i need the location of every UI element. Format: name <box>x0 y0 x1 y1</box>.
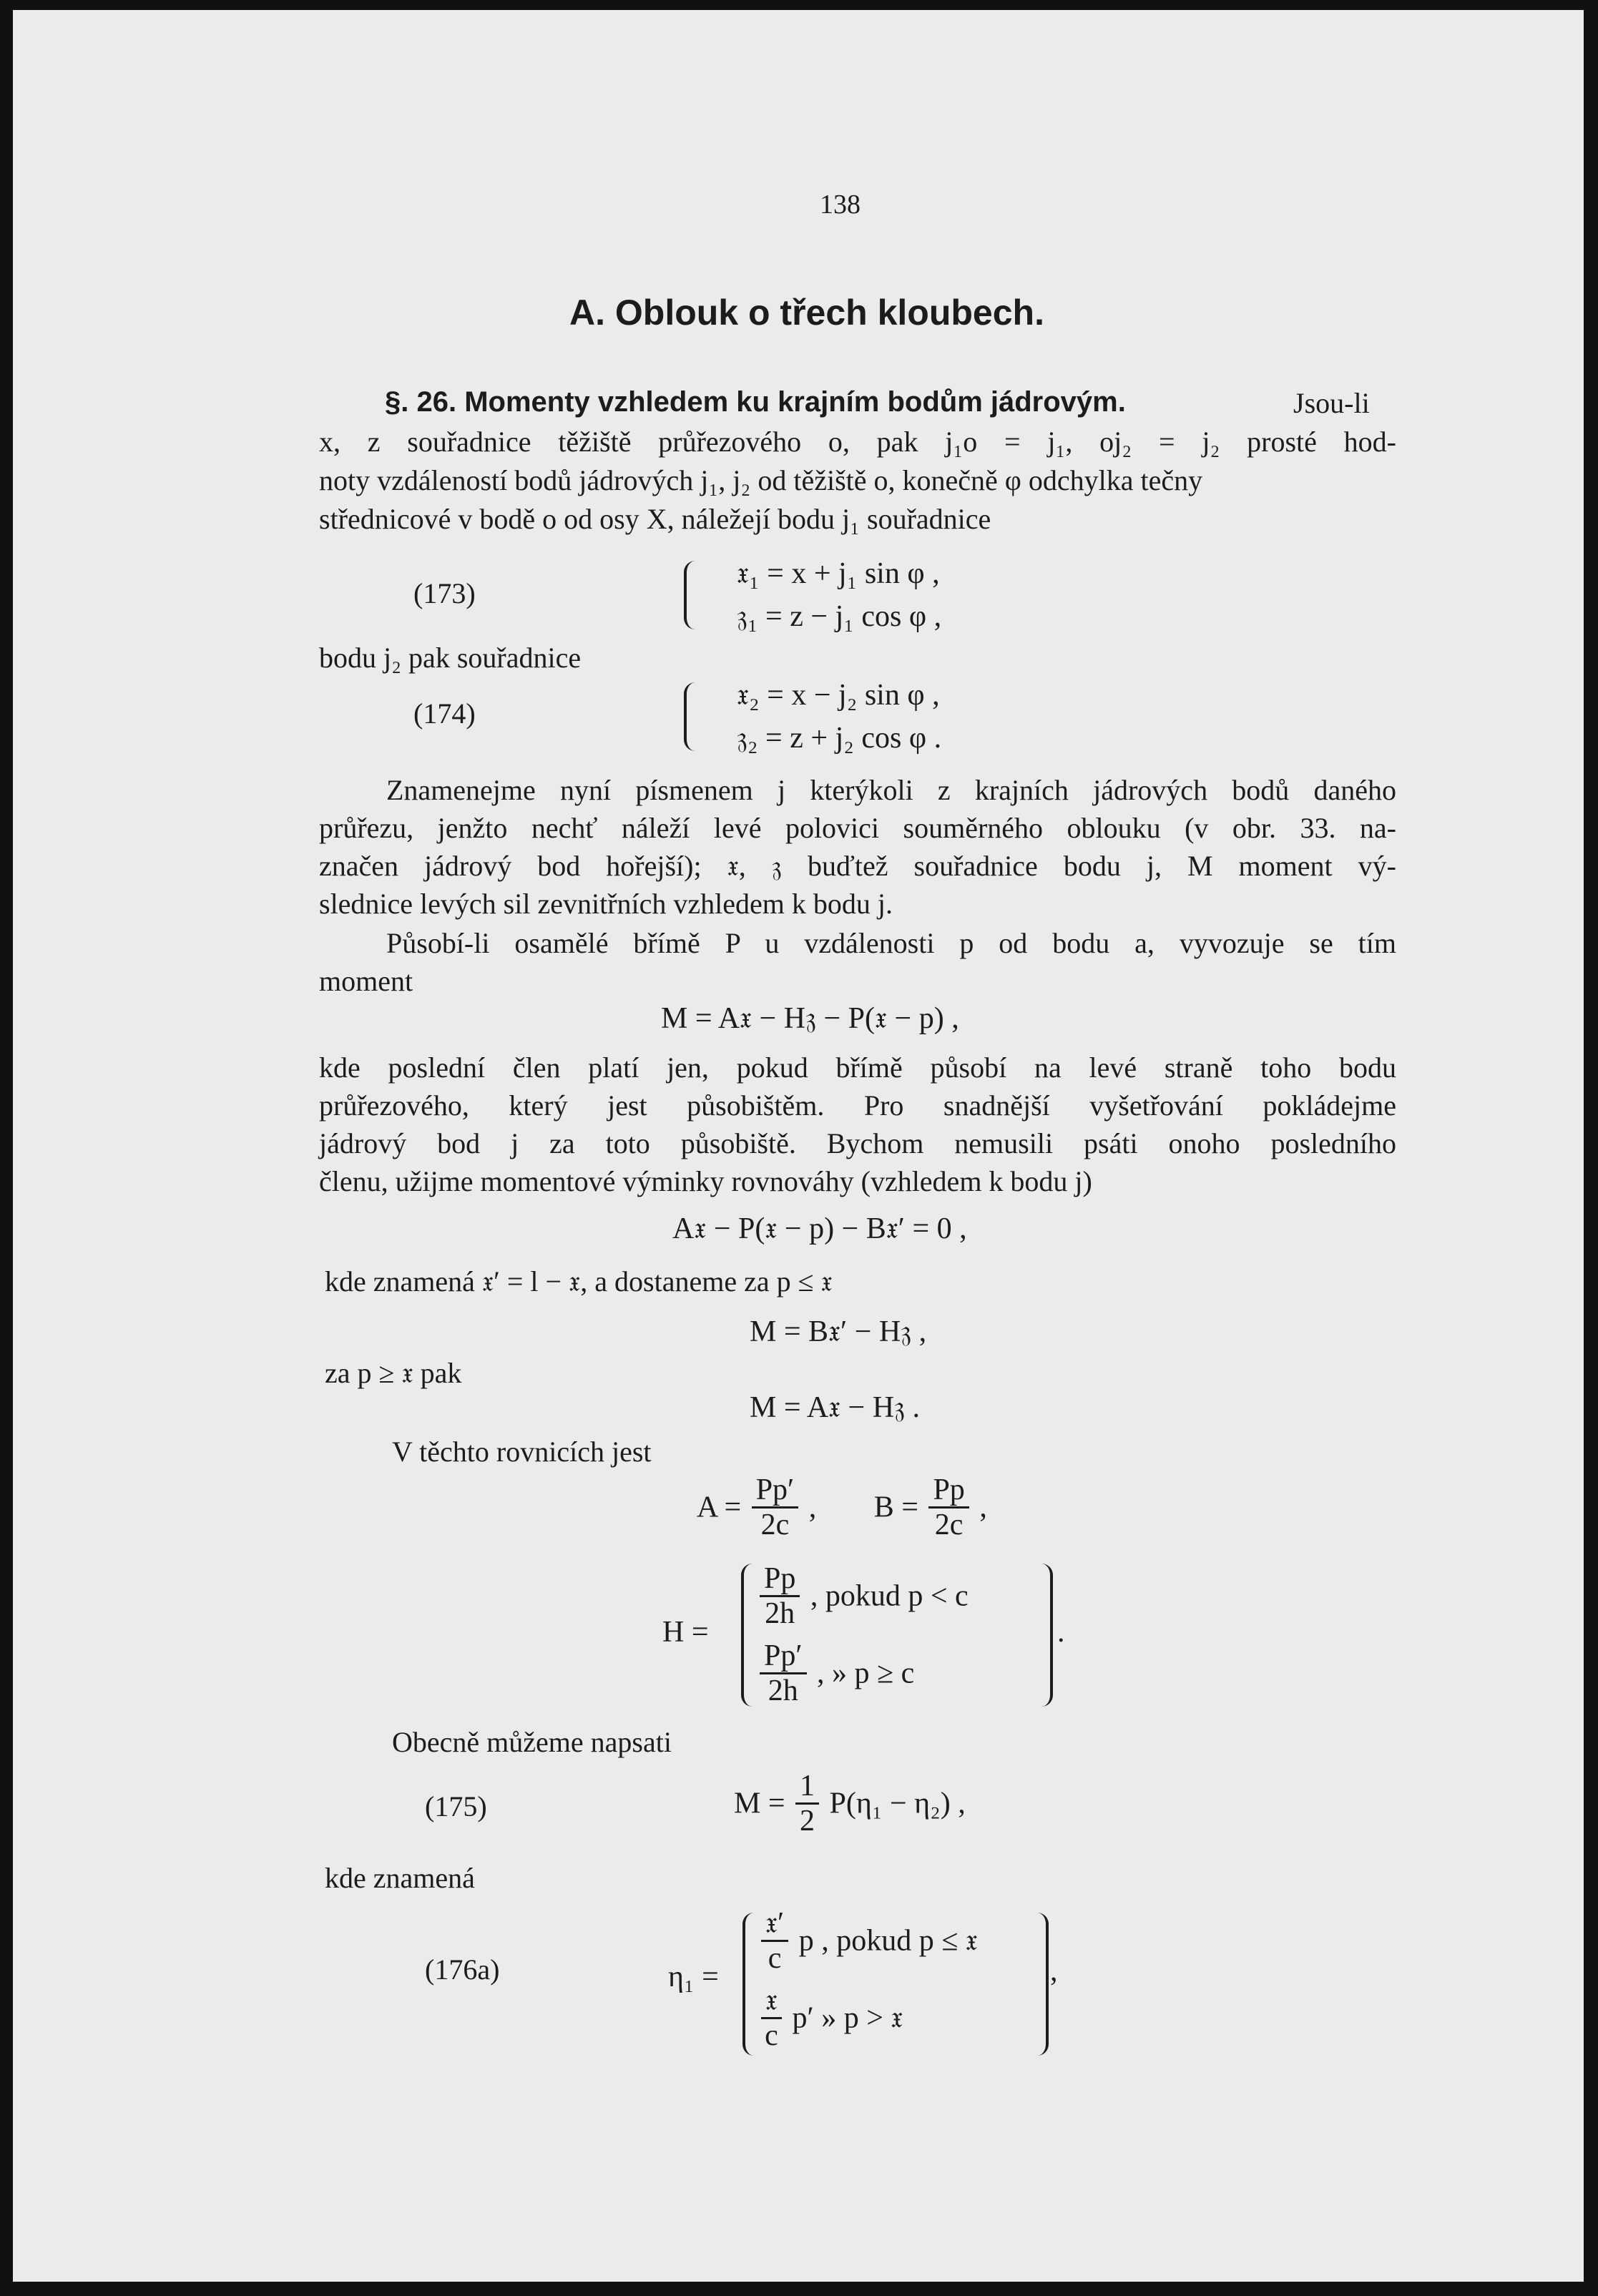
text-line: za p ≥ 𝔵 pak <box>325 1357 462 1389</box>
fraction <box>760 1639 807 1707</box>
equation-label: (173) <box>413 577 476 609</box>
equation-brace <box>742 1913 758 2056</box>
paragraph-line: členu, užijme momentové výminky rovnováhy (vzhledem k bodu j) <box>319 1165 1092 1197</box>
paragraph-line: průřezu, jenžto nechť náleží levé polovici souměrného oblouku (v obr. 33. na- <box>319 812 1396 844</box>
denominator: 2c <box>934 1508 964 1541</box>
text-line: kde znamená 𝔵′ = l − 𝔵, a dostaneme za p ≤ 𝔵 <box>325 1265 833 1297</box>
equation-balance: A𝔵 − P(𝔵 − p) − B𝔵′ = 0 , <box>672 1212 967 1245</box>
eta-case <box>758 1907 978 1975</box>
fraction <box>761 1984 782 2052</box>
paragraph-line: Znamenejme nyní písmenem j kterýkoli z krajních jádrových bodů daného <box>386 774 1396 806</box>
paragraph-line: Působí-li osamělé břímě P u vzdálenosti p od bodu a, vyvozuje se tím <box>386 927 1396 959</box>
section-heading: §. 26. Momenty vzhledem ku krajním bodům jádrovým. <box>385 386 1126 418</box>
numerator: Pp′ <box>760 1639 807 1674</box>
condition: , pokud p < c <box>810 1579 969 1613</box>
fraction <box>795 1770 819 1838</box>
text-line: Obecně můžeme napsati <box>392 1726 672 1758</box>
intro-line: noty vzdáleností bodů jádrových j₁, j₂ od těžiště o, konečně φ odchylka tečny <box>319 464 1203 496</box>
equation-label: (174) <box>413 697 476 730</box>
chapter-title: A. Oblouk o třech kloubech. <box>569 293 1044 333</box>
eq-comma: , <box>979 1491 987 1524</box>
condition: p′ » p > 𝔵 <box>792 2001 903 2035</box>
eq-rhs: P(η₁ − η₂) , <box>829 1787 966 1820</box>
denominator: 2 <box>800 1805 815 1838</box>
equation-176-lhs: η₁ = <box>668 1961 719 1993</box>
equation-brace <box>1033 1913 1049 2056</box>
equation-h-lhs: H = <box>662 1616 709 1649</box>
eq-lhs: M = <box>734 1787 785 1820</box>
intro-line: Jsou-li <box>1293 387 1370 419</box>
paragraph-line: průřezového, který jest působištěm. Pro snadnější vyšetřování pokládejme <box>319 1089 1396 1122</box>
equation-brace <box>684 682 697 751</box>
text-line: bodu j₂ pak souřadnice <box>319 642 582 674</box>
equation-brace <box>684 561 697 629</box>
numerator: Pp <box>928 1473 969 1508</box>
paragraph-line: jádrový bod j za toto působiště. Bychom nemusili psáti onoho posledního <box>319 1127 1396 1159</box>
paragraph-line: kde poslední člen platí jen, pokud břímě působí na levé straně toho bodu <box>319 1051 1396 1084</box>
intro-line: střednicové v bodě o od osy X, náležejí bodu j₁ souřadnice <box>319 503 991 535</box>
numerator: 𝔵′ <box>761 1907 788 1942</box>
page-number: 138 <box>820 190 861 220</box>
equation-end: . <box>1057 1616 1065 1649</box>
numerator: Pp′ <box>752 1473 799 1508</box>
equation-end: , <box>1050 1955 1058 1988</box>
eq-comma: , <box>808 1491 817 1524</box>
equation-moment: M = A𝔵 − H𝔷 − P(𝔵 − p) , <box>661 1002 959 1035</box>
equation-m-b: M = B𝔵′ − H𝔷 , <box>750 1315 927 1348</box>
fraction <box>928 1473 969 1541</box>
equation-175 <box>734 1770 966 1838</box>
paragraph-line: slednice levých sil zevnitřních vzhledem k bodu j. <box>319 888 893 920</box>
denominator: 2h <box>765 1597 795 1630</box>
denominator: 2h <box>768 1674 798 1707</box>
text-line: kde znamená <box>325 1862 475 1894</box>
condition: p , pokud p ≤ 𝔵 <box>798 1924 978 1958</box>
eta-case <box>758 1984 903 2052</box>
denominator: c <box>768 1942 782 1975</box>
h-case <box>757 1639 914 1707</box>
equation-brace <box>741 1564 757 1707</box>
equation-label: (176a) <box>425 1953 500 1986</box>
page <box>13 10 1584 2282</box>
equation-line: 𝔵₁ = x + j₁ sin φ , <box>737 557 940 590</box>
text-line: V těchto rovnicích jest <box>392 1436 652 1468</box>
eq-lhs: A = <box>697 1491 742 1524</box>
equation-line: 𝔷₂ = z + j₂ cos φ . <box>737 722 942 755</box>
fraction <box>760 1562 800 1630</box>
paragraph <box>319 924 1396 1000</box>
numerator: 1 <box>795 1770 819 1805</box>
eq-lhs: B = <box>873 1491 918 1524</box>
paragraph <box>319 1049 1396 1200</box>
denominator: c <box>765 2019 778 2052</box>
equation-line: 𝔷₁ = z − j₁ cos φ , <box>737 600 942 633</box>
numerator: Pp <box>760 1562 800 1597</box>
paragraph <box>319 771 1396 923</box>
numerator: 𝔵 <box>761 1984 782 2019</box>
fraction <box>761 1907 788 1975</box>
equation-label: (175) <box>425 1790 487 1822</box>
h-case <box>757 1562 969 1630</box>
equation-brace <box>1037 1564 1053 1707</box>
condition: , » p ≥ c <box>817 1657 915 1690</box>
paragraph-line: moment <box>319 965 413 997</box>
denominator: 2c <box>760 1508 790 1541</box>
intro-line: x, z souřadnice těžiště průřezového o, pak j₁o = j₁, oj₂ = j₂ prosté hod- <box>319 426 1396 458</box>
equation-a-b <box>697 1473 987 1541</box>
paragraph-line: značen jádrový bod hořejší); 𝔵, 𝔷 buďtež souřadnice bodu j, M moment vý- <box>319 850 1396 882</box>
equation-m-a: M = A𝔵 − H𝔷 . <box>750 1391 920 1424</box>
equation-line: 𝔵₂ = x − j₂ sin φ , <box>737 679 940 712</box>
fraction <box>752 1473 799 1541</box>
